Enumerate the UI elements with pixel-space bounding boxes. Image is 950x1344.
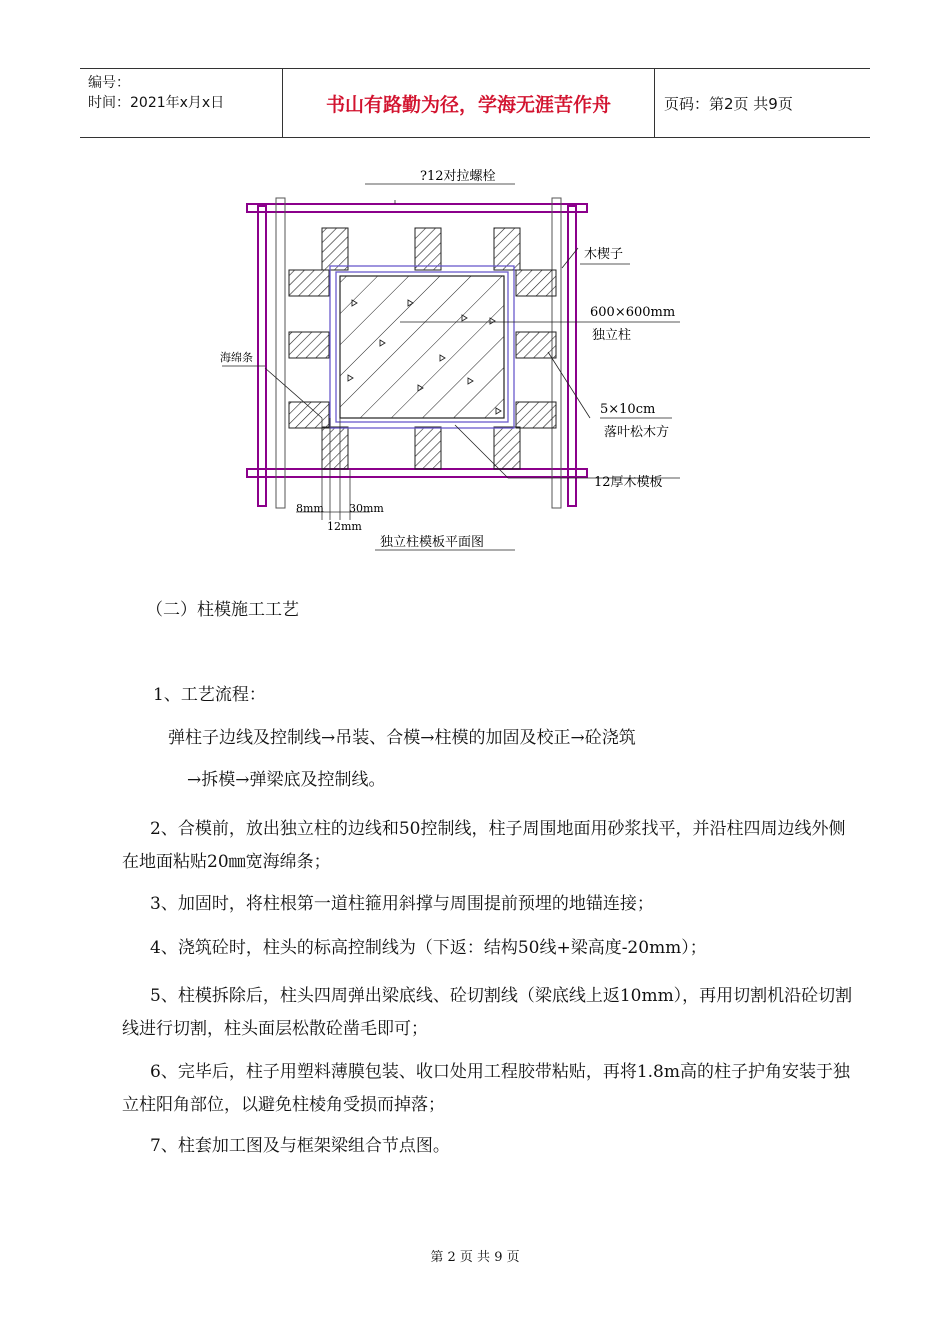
item1-title: 1、工艺流程： bbox=[153, 685, 266, 705]
header-motto-cell bbox=[282, 69, 655, 137]
page-header bbox=[80, 68, 870, 138]
item5-text: 5、柱模拆除后，柱头四周弹出梁底线、砼切割线（梁底线上返10mm），再用切割机沿砼切割线进行切割，柱头面层松散砼凿毛即可； bbox=[122, 986, 853, 1039]
label-sponge: 海绵条 bbox=[220, 351, 253, 364]
label-column-size: 600×600mm bbox=[590, 305, 676, 320]
item1-flow-line2: →拆模→弹梁底及控制线。 bbox=[187, 770, 386, 790]
label-tie-bolt: ?12对拉螺栓 bbox=[420, 169, 496, 184]
label-dim-30: 30mm bbox=[349, 502, 384, 515]
label-column-name: 独立柱 bbox=[592, 328, 632, 343]
label-timber-name: 落叶松木方 bbox=[604, 425, 670, 440]
item1-flow-line1: 弹柱子边线及控制线→吊装、合模→柱模的加固及校正→砼浇筑 bbox=[168, 728, 636, 748]
item6-text: 6、完毕后，柱子用塑料薄膜包装、收口处用工程胶带粘贴，再将1.8m高的柱子护角安装于独立柱阳角部位，以避免柱棱角受损而掉落； bbox=[122, 1062, 850, 1115]
label-dim-8: 8mm bbox=[296, 502, 324, 515]
header-page-info: 页码：第2页 共9页 bbox=[664, 94, 793, 113]
item4-text: 4、浇筑砼时，柱头的标高控制线为（下返：结构50线+梁高度-20mm）； bbox=[150, 938, 707, 958]
figure-caption: 独立柱模板平面图 bbox=[380, 535, 485, 550]
section-title: （二）柱模施工工艺 bbox=[146, 600, 299, 620]
concrete-column bbox=[340, 276, 504, 418]
item7-text: 7、柱套加工图及与框架梁组合节点图。 bbox=[150, 1136, 450, 1156]
label-board: 12厚木模板 bbox=[594, 475, 663, 490]
page-footer: 第 2 页 共 9 页 bbox=[430, 1250, 520, 1265]
doc-time-label: 时间：2021年x月x日 bbox=[88, 95, 225, 111]
label-dim-12: 12mm bbox=[327, 520, 362, 533]
label-wedge: 木楔子 bbox=[584, 247, 624, 262]
header-motto: 书山有路勤为径，学海无涯苦作舟 bbox=[325, 93, 611, 116]
doc-number-label: 编号： bbox=[88, 75, 130, 91]
header-meta bbox=[80, 69, 282, 137]
label-timber-size: 5×10cm bbox=[600, 402, 656, 417]
column-formwork-plan-figure bbox=[200, 160, 760, 560]
item3-text: 3、加固时，将柱根第一道柱箍用斜撑与周围提前预埋的地锚连接； bbox=[150, 894, 654, 914]
item2-text: 2、合模前，放出独立柱的边线和50控制线，柱子周围地面用砂浆找平，并沿柱四周边线外侧在地面粘贴20㎜宽海绵条； bbox=[122, 819, 846, 872]
